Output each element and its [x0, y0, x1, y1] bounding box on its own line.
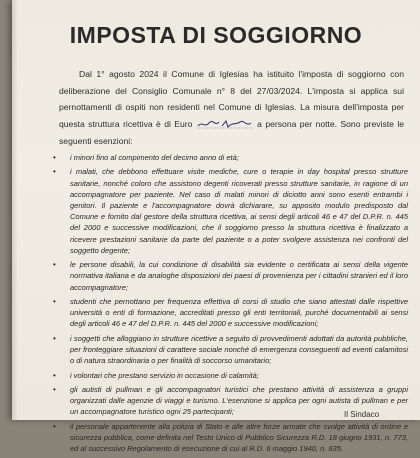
bullet-icon: •: [53, 421, 56, 431]
exemption-item: [50, 333, 408, 367]
exemption-item: [50, 259, 408, 293]
bullet-icon: •: [53, 260, 56, 270]
bullet-icon: •: [53, 333, 56, 343]
exemption-text: gli autisti di pullman e gli accompagnatori turistici che prestano attività di assistenza a gruppi organizzati dalle agenzie di viaggi e turismo. L'esenzione si applica per ogni autista di pullman e per un accompagnatore turistico ogni 25 partecipanti;: [70, 384, 408, 417]
exemption-text: i soggetti che alloggiano in strutture ricettive a seguito di provvedimenti adottati da autorità pubbliche, per fronteggiare situazioni di carattere sociale nonché di emergenza conseguenti ad eventi calamitosi o di natura straordinaria o per finalità di soccorso umanitario;: [70, 333, 408, 366]
exemption-text: le persone disabili, la cui condizione di disabilità sia evidente o certificata ai sensi della vigente normativa italiana e da analoghe disposizioni dei paesi di provenienza per i cittadini stranieri ed il loro accompagnatore;: [70, 260, 408, 292]
paper-edge-shadow: [12, 0, 18, 420]
bullet-icon: •: [53, 153, 56, 162]
notice-title: IMPOSTA DI SOGGIORNO: [69, 22, 363, 48]
bullet-icon: •: [53, 297, 56, 306]
exemption-text: i malati, che debbono effettuare visite mediche, cure o terapie in day hospital presso strutture sanitarie, nonché coloro che assistono degenti ricoverati presso strutture sanitarie, in ragione di un accompagnatore per paziente. Nel caso di malati minori di diciotto anni sono esenti entrambi i genitori. Il paziente e l'accompagnatore dovrà dichiarare, su apposito modulo predisposto dal Comune e fornito dal gestore della struttura ricettiva, ai sensi degli articoli 46 e 47 del D.P.R. n. 445 del 2000 e successive modificazioni, che il soggiorno presso la struttura ricettiva è finalizzato a ricevere prestazioni sanitarie da parte del paziente o a poter svolgere assistenza nei confronti del soggetto degente;: [70, 167, 408, 255]
exemption-item: [50, 370, 408, 381]
exemption-text: studenti che pernottano per frequenza effettiva di corsi di studio che siano attestati dalle rispettive università o enti di formazione, accreditati presso gli enti territoriali, purché documentabili ai sensi degli articoli 46 e 47 del D.P.R. n. 445 del 2000 e successive modificazioni;: [70, 297, 408, 329]
handwritten-amount: [196, 119, 254, 129]
exemption-item: [50, 152, 408, 163]
intro-text-after-amount: a persona per notte. Sono previste le seguenti esenzioni:: [59, 119, 405, 146]
signature-label: Il Sindaco: [344, 410, 380, 419]
exemption-item: [50, 166, 408, 256]
bullet-icon: •: [53, 384, 56, 394]
exemption-item: [50, 421, 408, 455]
exemption-item: [50, 296, 408, 330]
exemption-text: il personale appartenente alla polizia di Stato e alle altre forze armate che svolge attività di ordine e sicurezza pubblica, come definita nel Testo Unico di Pubblico Sicurezza R.D. 18 giugno 1931, n. 773, ed al successivo Regolamento di esecuzione di cui al R.D. 6 maggio 1940, n. 635.: [70, 421, 408, 454]
intro-text-before-amount: Dal 1° agosto 2024 il Comune di Iglesias ha istituito l'imposta di soggiorno con deliberazione del Consiglio Comunale n° 8 del 27/03/2024. L'imposta si applica sui pernottamenti di ospiti non residenti nel Comune di Iglesias. La misura dell'imposta per questa struttura ricettiva è di Euro: [59, 69, 404, 130]
notice-paper: [12, 0, 420, 454]
bullet-icon: •: [53, 167, 56, 177]
notice-intro: [59, 66, 404, 150]
exemption-text: i minori fino al compimento del decimo anno di età;: [70, 153, 239, 162]
bullet-icon: •: [53, 370, 56, 380]
exemption-text: i volontari che prestano servizio in occasione di calamità;: [70, 370, 259, 380]
